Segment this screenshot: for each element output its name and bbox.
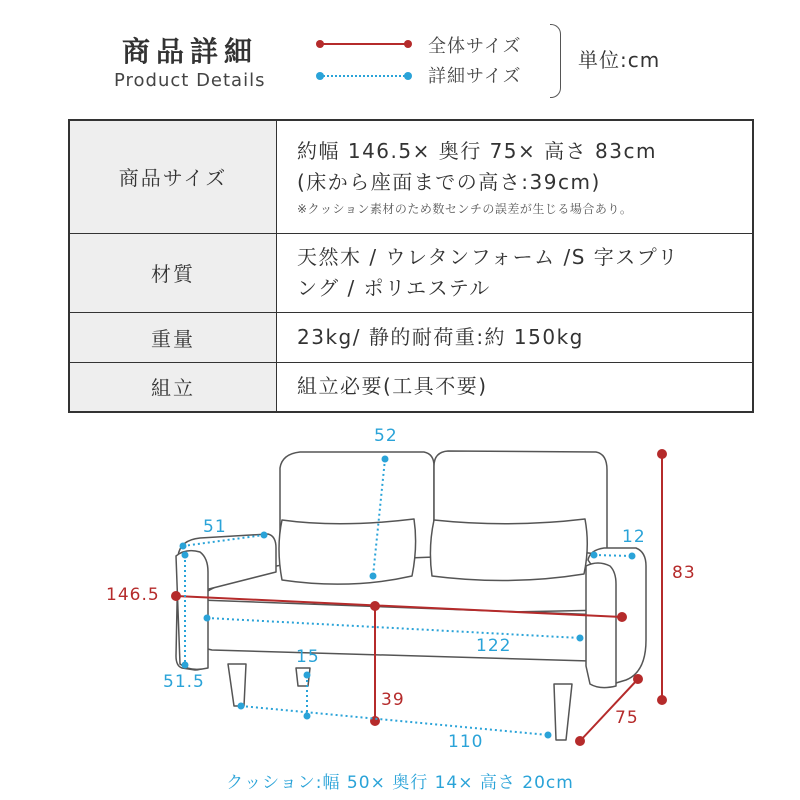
- dim-line-leg-span: [241, 706, 548, 735]
- dim-label-total-height: 83: [672, 563, 696, 583]
- dim-dot: [180, 543, 187, 550]
- dim-label-leg-height: 15: [296, 647, 320, 667]
- page-title: 商品詳細: [122, 35, 259, 68]
- dim-dot: [577, 635, 584, 642]
- dim-dot: [304, 713, 311, 720]
- spec-value-assembly: 組立必要(工具不要): [277, 362, 754, 412]
- dim-dot: [370, 573, 377, 580]
- legend-detail-label: 詳細サイズ: [428, 66, 522, 87]
- dim-dot: [172, 592, 180, 600]
- dim-dot: [182, 552, 189, 559]
- sofa-armrest-left-front: [176, 551, 208, 670]
- dim-label-seat-height: 39: [381, 690, 405, 710]
- leg-front-left: [228, 664, 246, 706]
- dim-dot: [576, 737, 584, 745]
- dim-dot: [634, 675, 642, 683]
- dim-dot: [182, 662, 189, 669]
- page-subtitle: Product Details: [114, 70, 266, 91]
- dim-dot: [382, 456, 389, 463]
- dim-label-total-depth: 75: [615, 708, 639, 728]
- legend-full-label: 全体サイズ: [428, 36, 522, 57]
- spec-label-material: 材質: [69, 233, 277, 312]
- dim-dot: [658, 696, 666, 704]
- spec-material-line2: ング / ポリエステル: [297, 275, 491, 300]
- dim-dot: [371, 602, 379, 610]
- sofa-armrest-right-front: [586, 563, 616, 688]
- dim-label-back-height: 52: [374, 426, 398, 446]
- spec-size-line1: 約幅 146.5× 奥行 75× 高さ 83cm: [297, 138, 657, 163]
- pillow-right: [430, 519, 587, 581]
- dim-dot: [238, 703, 245, 710]
- dim-label-total-width: 146.5: [106, 585, 160, 605]
- dim-dot: [618, 613, 626, 621]
- dim-dot: [204, 615, 211, 622]
- unit-label: 単位:cm: [578, 48, 661, 72]
- dim-dot: [591, 552, 598, 559]
- dim-label-arm-height: 51.5: [163, 672, 205, 692]
- dim-label-seat-width: 122: [476, 636, 512, 656]
- dim-dot: [261, 532, 268, 539]
- spec-label-weight: 重量: [69, 312, 277, 362]
- dim-dot: [304, 672, 311, 679]
- spec-material-line1: 天然木 / ウレタンフォーム /S 字スプリ: [297, 244, 680, 269]
- spec-label-assembly: 組立: [69, 362, 277, 412]
- dim-dot: [658, 450, 666, 458]
- dim-dot: [545, 732, 552, 739]
- spec-label-size: 商品サイズ: [69, 120, 277, 233]
- pillow-left: [279, 519, 416, 584]
- dim-dot: [629, 553, 636, 560]
- leg-front-right: [554, 684, 572, 740]
- dim-label-arm-width: 12: [622, 527, 646, 547]
- cushion-caption: クッション:幅 50× 奥行 14× 高さ 20cm: [226, 773, 574, 793]
- dim-label-leg-span: 110: [448, 732, 484, 752]
- dim-label-arm-depth: 51: [203, 517, 227, 537]
- spec-size-line2: (床から座面までの高さ:39cm): [297, 169, 601, 194]
- spec-size-note: ※クッション素材のため数センチの誤差が生じる場合あり。: [297, 201, 633, 216]
- spec-value-weight: 23kg/ 静的耐荷重:約 150kg: [277, 312, 754, 362]
